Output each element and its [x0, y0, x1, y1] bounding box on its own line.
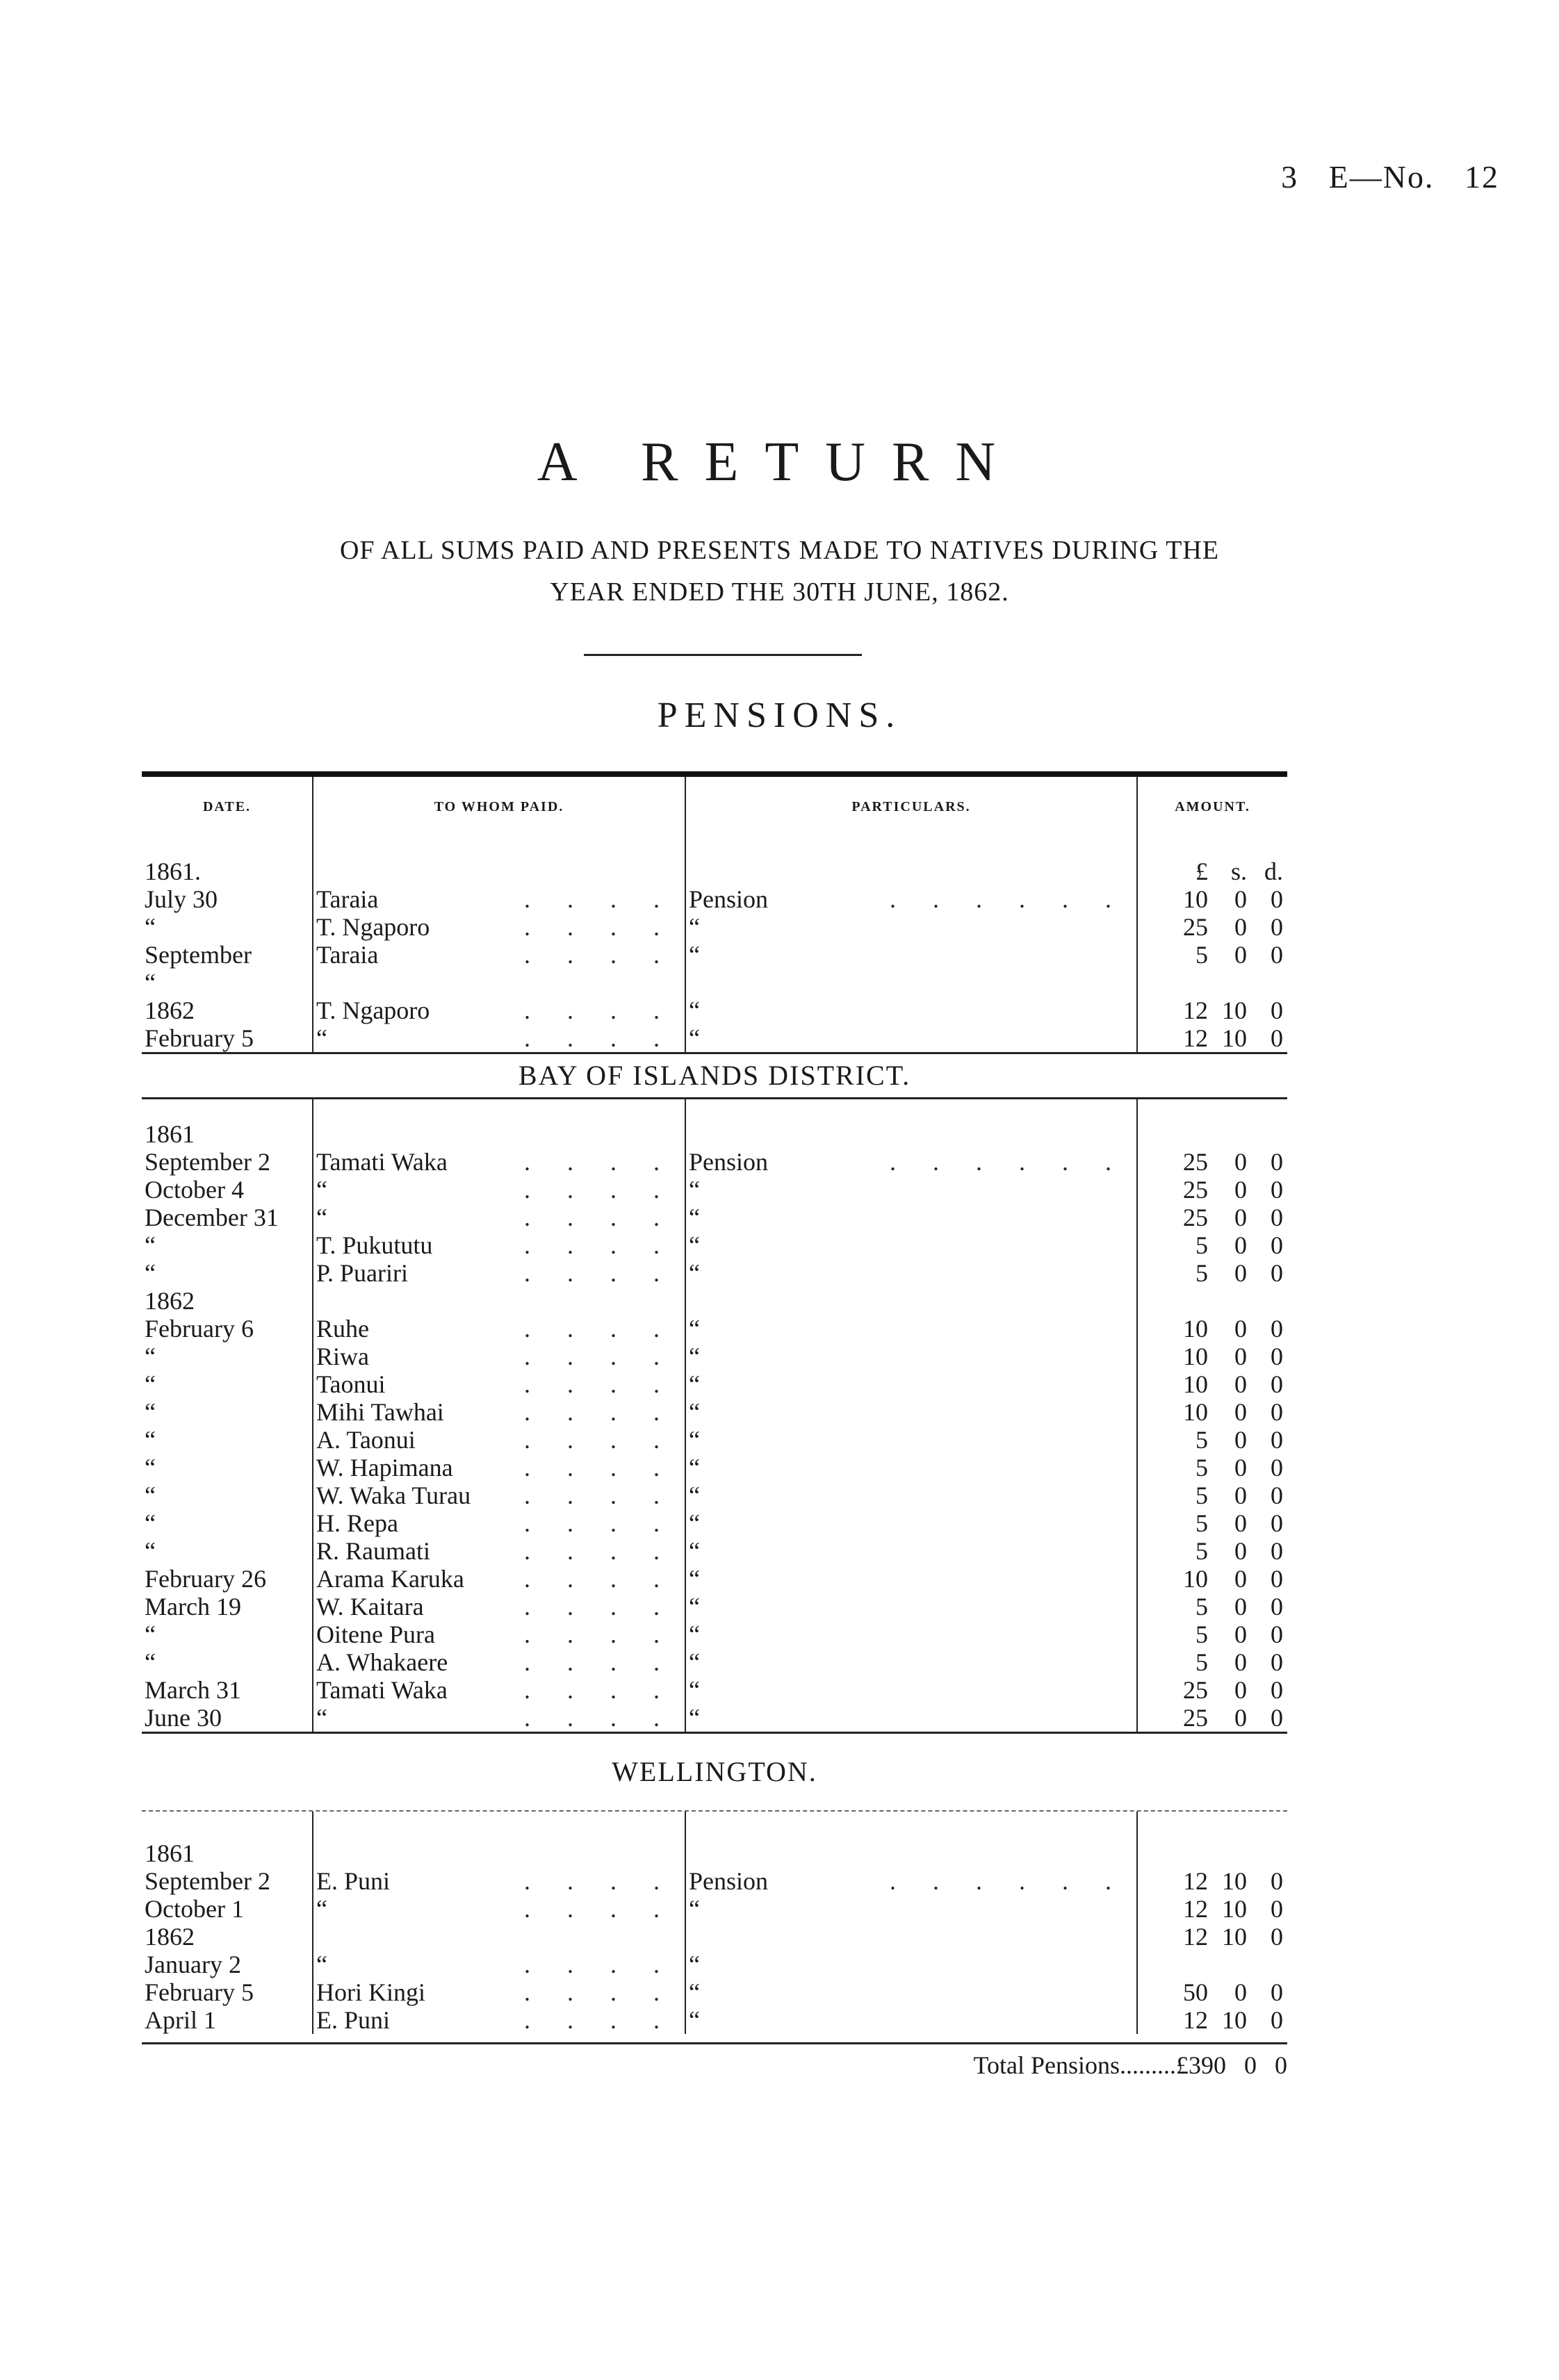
row-payee: T. Pukututu . . . .: [313, 1231, 685, 1259]
bay-of-islands-section: [142, 1099, 1287, 1732]
row-payee: T. Ngaporo . . . .: [313, 913, 685, 941]
row-pence: 0: [1271, 1231, 1284, 1259]
row-pounds: 12: [1137, 1923, 1212, 1951]
row-pounds: 10: [1137, 885, 1212, 913]
table-row: [142, 2006, 1287, 2034]
row-pence: 0: [1271, 1978, 1284, 2006]
table-row: [142, 1951, 1287, 1978]
row-pence: [1251, 969, 1287, 996]
row-pence: [1251, 1951, 1287, 1978]
row-date: “: [145, 1259, 156, 1287]
col-amount: AMOUNT.: [1137, 777, 1287, 837]
row-pence: 0: [1271, 1620, 1284, 1648]
row-pence: 0: [1271, 885, 1284, 913]
row-shillings: 0: [1234, 1398, 1247, 1426]
table-row: [142, 1509, 1287, 1537]
row-date: “: [145, 1370, 156, 1398]
row-shillings: 10: [1222, 996, 1247, 1024]
row-date: February 5: [145, 1024, 254, 1052]
row-date: February 26: [145, 1565, 266, 1593]
row-particulars: “: [685, 1704, 1137, 1732]
row-pence: 0: [1271, 1148, 1284, 1176]
row-date: 1862: [145, 1923, 195, 1951]
row-pounds: 12: [1137, 1867, 1212, 1895]
row-shillings: 0: [1234, 1231, 1247, 1259]
wellington-section: [142, 1812, 1287, 2034]
table-row: [142, 996, 1287, 1024]
row-pounds: [1137, 1951, 1212, 1978]
row-pence: 0: [1271, 1923, 1284, 1951]
row-payee: R. Raumati . . . .: [313, 1537, 685, 1565]
row-pence: 0: [1271, 1204, 1284, 1231]
row-date: December 31: [145, 1204, 279, 1231]
row-particulars: “: [685, 1343, 1137, 1370]
row-pence: 0: [1271, 1565, 1284, 1593]
row-particulars: “: [685, 1565, 1137, 1593]
row-pence: 0: [1271, 1315, 1284, 1343]
total-label: Total Pensions.........£390: [973, 2051, 1226, 2079]
row-shillings: 0: [1234, 1343, 1247, 1370]
row-shillings: 0: [1234, 1704, 1247, 1732]
row-payee: Tamati Waka . . . .: [313, 1148, 685, 1176]
row-payee: [313, 1923, 685, 1951]
table-row: [142, 1676, 1287, 1704]
row-pence: 0: [1271, 1398, 1284, 1426]
row-pounds: [1137, 969, 1212, 996]
row-payee: Riwa . . . .: [313, 1343, 685, 1370]
row-pounds: 5: [1137, 1259, 1212, 1287]
table-row: [142, 1482, 1287, 1509]
row-date: September 2: [145, 1867, 270, 1895]
row-pence: 0: [1271, 1482, 1284, 1509]
wellington-table: [142, 1812, 1287, 2034]
table-row: [142, 1537, 1287, 1565]
row-particulars: [685, 1120, 1137, 1148]
row-shillings: 10: [1222, 1895, 1247, 1923]
table-row: [142, 1315, 1287, 1343]
row-payee: H. Repa . . . .: [313, 1509, 685, 1537]
page-number: 3: [1281, 159, 1299, 195]
row-pence: [1251, 1839, 1287, 1867]
row-particulars: “: [685, 1398, 1137, 1426]
row-pence: 0: [1271, 1454, 1284, 1482]
table-row: [142, 1620, 1287, 1648]
row-pence: 0: [1271, 1867, 1284, 1895]
row-date: March 31: [145, 1676, 241, 1704]
row-payee: Hori Kingi . . . .: [313, 1978, 685, 2006]
table-row: [142, 1454, 1287, 1482]
row-particulars: “: [685, 1593, 1137, 1620]
row-date: “: [145, 969, 156, 996]
pensions-return-table: [142, 771, 1287, 2086]
row-pounds: 5: [1137, 1231, 1212, 1259]
row-payee: Tamati Waka . . . .: [313, 1676, 685, 1704]
subtitle-line-2: YEAR ENDED THE 30TH JUNE, 1862.: [550, 577, 1009, 607]
table-row: [142, 1867, 1287, 1895]
row-particulars: “: [685, 1259, 1137, 1287]
row-particulars: [685, 1839, 1137, 1867]
row-pounds: 12: [1137, 996, 1212, 1024]
row-particulars: “: [685, 1978, 1137, 2006]
row-particulars: “: [685, 1951, 1137, 1978]
row-date: “: [145, 1620, 156, 1648]
row-particulars: “: [685, 1676, 1137, 1704]
table-row: [142, 969, 1287, 996]
row-payee: [313, 1287, 685, 1315]
bay-of-islands-heading: BAY OF ISLANDS DISTRICT.: [518, 1060, 911, 1091]
row-date: October 1: [145, 1895, 244, 1923]
document-title: A RETURN: [537, 432, 1022, 493]
row-particulars: “: [685, 1537, 1137, 1565]
section-title: PENSIONS.: [657, 696, 902, 735]
row-pounds: 5: [1137, 1620, 1212, 1648]
row-shillings: 0: [1234, 913, 1247, 941]
row-particulars: Pension . . .: [685, 1148, 1137, 1176]
row-payee: E. Puni . . . .: [313, 1867, 685, 1895]
col-date: DATE.: [202, 798, 252, 814]
row-pounds: 25: [1137, 1148, 1212, 1176]
row-particulars: “: [685, 1648, 1137, 1676]
row-payee: P. Puariri . . . .: [313, 1259, 685, 1287]
row-date: “: [145, 1231, 156, 1259]
row-pounds: 12: [1137, 1895, 1212, 1923]
row-payee: Oitene Pura . . . .: [313, 1620, 685, 1648]
row-date: March 19: [145, 1593, 241, 1620]
row-date: February 6: [145, 1315, 254, 1343]
row-date: “: [145, 1509, 156, 1537]
row-shillings: 10: [1222, 1024, 1247, 1052]
table-row: [142, 1120, 1287, 1148]
page-header: [1281, 158, 1499, 195]
pounds-header: £: [1137, 857, 1212, 885]
total-shillings: 0: [1244, 2051, 1257, 2079]
bay-of-islands-table: [142, 1099, 1287, 1732]
row-pounds: 10: [1137, 1398, 1212, 1426]
row-pounds: 10: [1137, 1565, 1212, 1593]
row-shillings: 10: [1222, 1923, 1247, 1951]
row-shillings: 0: [1234, 1426, 1247, 1454]
row-particulars: “: [685, 941, 1137, 969]
row-particulars: “: [685, 1370, 1137, 1398]
total-pence: 0: [1275, 2051, 1287, 2079]
row-particulars: [685, 1923, 1137, 1951]
row-pence: 0: [1271, 913, 1284, 941]
row-particulars: “: [685, 1231, 1137, 1259]
row-shillings: 0: [1234, 885, 1247, 913]
row-pence: 0: [1271, 1370, 1284, 1398]
row-particulars: “: [685, 1426, 1137, 1454]
row-pounds: 10: [1137, 1343, 1212, 1370]
row-particulars: “: [685, 1509, 1137, 1537]
row-pounds: [1137, 1287, 1212, 1315]
row-payee: “ . . . .: [313, 1024, 685, 1052]
row-particulars: “: [685, 996, 1137, 1024]
table-top-rule: [142, 771, 1287, 777]
row-shillings: 0: [1234, 1176, 1247, 1204]
row-date: “: [145, 1482, 156, 1509]
row-pence: 0: [1271, 1537, 1284, 1565]
document-subtitle: [139, 530, 1420, 613]
row-pounds: 25: [1137, 1204, 1212, 1231]
row-date: “: [145, 1454, 156, 1482]
table-row: [142, 1176, 1287, 1204]
row-pounds: 12: [1137, 1024, 1212, 1052]
row-payee: Taraia . . . .: [313, 941, 685, 969]
row-date: April 1: [145, 2006, 216, 2034]
row-pence: [1251, 1287, 1287, 1315]
row-shillings: 0: [1234, 1259, 1247, 1287]
row-shillings: 10: [1222, 1867, 1247, 1895]
row-pounds: 5: [1137, 1593, 1212, 1620]
table-row: [142, 913, 1287, 941]
row-shillings: 0: [1234, 1204, 1247, 1231]
row-pounds: 5: [1137, 941, 1212, 969]
row-payee: Arama Karuka . . . .: [313, 1565, 685, 1593]
row-pounds: 5: [1137, 1648, 1212, 1676]
row-pounds: 10: [1137, 1315, 1212, 1343]
col-particulars: PARTICULARS.: [685, 777, 1137, 837]
table-row: [142, 1370, 1287, 1398]
row-pence: 0: [1271, 1895, 1284, 1923]
table-row: [142, 1839, 1287, 1867]
row-payee: [313, 1120, 685, 1148]
row-particulars: “: [685, 1204, 1137, 1231]
row-particulars: Pension . . .: [685, 885, 1137, 913]
row-pence: 0: [1271, 1648, 1284, 1676]
row-shillings: 0: [1234, 1620, 1247, 1648]
table-row: [142, 1343, 1287, 1370]
row-pence: 0: [1271, 1509, 1284, 1537]
row-payee: W. Kaitara . . . .: [313, 1593, 685, 1620]
year-currency-row: [142, 857, 1287, 885]
table-row: [142, 1923, 1287, 1951]
table-row: [142, 885, 1287, 913]
row-date: July 30: [145, 885, 218, 913]
table-row: [142, 1426, 1287, 1454]
row-particulars: “: [685, 913, 1137, 941]
row-pounds: 25: [1137, 913, 1212, 941]
row-date: 1862: [145, 996, 195, 1024]
row-payee: W. Waka Turau . . . .: [313, 1482, 685, 1509]
row-date: “: [145, 1648, 156, 1676]
row-shillings: 0: [1234, 1482, 1247, 1509]
row-pounds: 5: [1137, 1537, 1212, 1565]
row-shillings: 0: [1234, 1537, 1247, 1565]
row-date: “: [145, 913, 156, 941]
row-date: “: [145, 1537, 156, 1565]
row-pence: 0: [1271, 941, 1284, 969]
row-payee: “ . . . .: [313, 1704, 685, 1732]
year-label: 1861.: [145, 857, 201, 885]
row-date: 1861: [145, 1839, 195, 1867]
row-particulars: “: [685, 2006, 1137, 2034]
row-date: “: [145, 1343, 156, 1370]
row-pence: 0: [1271, 1426, 1284, 1454]
row-shillings: [1212, 1839, 1251, 1867]
pensions-table: [142, 777, 1287, 1052]
table-row: [142, 1148, 1287, 1176]
row-pounds: 10: [1137, 1370, 1212, 1398]
row-pence: 0: [1271, 2006, 1284, 2034]
row-particulars: “: [685, 1176, 1137, 1204]
row-payee: “ . . . .: [313, 1951, 685, 1978]
row-payee: W. Hapimana . . . .: [313, 1454, 685, 1482]
pence-header: d.: [1264, 857, 1284, 885]
row-date: September 2: [145, 1148, 270, 1176]
table-row: [142, 1287, 1287, 1315]
row-pounds: 5: [1137, 1509, 1212, 1537]
row-shillings: 0: [1234, 1676, 1247, 1704]
row-pounds: 5: [1137, 1454, 1212, 1482]
row-date: “: [145, 1426, 156, 1454]
row-particulars: “: [685, 1482, 1137, 1509]
row-date: February 5: [145, 1978, 254, 2006]
row-pounds: 5: [1137, 1426, 1212, 1454]
table-row: [142, 941, 1287, 969]
row-date: 1862: [145, 1287, 195, 1315]
row-date: June 30: [145, 1704, 222, 1732]
row-pounds: 12: [1137, 2006, 1212, 2034]
table-row: [142, 1593, 1287, 1620]
table-row: [142, 1398, 1287, 1426]
row-shillings: [1212, 1951, 1251, 1978]
row-shillings: 0: [1234, 941, 1247, 969]
row-particulars: “: [685, 1024, 1137, 1052]
col-to-whom: TO WHOM PAID.: [313, 777, 685, 837]
row-pounds: 25: [1137, 1704, 1212, 1732]
row-pence: 0: [1271, 1024, 1284, 1052]
row-shillings: 0: [1234, 1315, 1247, 1343]
row-payee: [313, 1839, 685, 1867]
row-shillings: 0: [1234, 1593, 1247, 1620]
row-payee: E. Puni . . . .: [313, 2006, 685, 2034]
row-pounds: 25: [1137, 1676, 1212, 1704]
row-payee: “ . . . .: [313, 1895, 685, 1923]
row-particulars: “: [685, 1620, 1137, 1648]
table-row: [142, 1024, 1287, 1052]
row-payee: “ . . . .: [313, 1176, 685, 1204]
row-particulars: “: [685, 1454, 1137, 1482]
row-pence: 0: [1271, 1343, 1284, 1370]
row-payee: A. Taonui . . . .: [313, 1426, 685, 1454]
row-shillings: 0: [1234, 1454, 1247, 1482]
row-shillings: 0: [1234, 1148, 1247, 1176]
row-pounds: [1137, 1839, 1212, 1867]
title-divider: [584, 654, 862, 656]
row-date: October 4: [145, 1176, 244, 1204]
row-particulars: [685, 969, 1137, 996]
row-pounds: 25: [1137, 1176, 1212, 1204]
paper-id: E—No. 12: [1328, 159, 1499, 195]
row-payee: [313, 969, 685, 996]
column-header-row: [142, 777, 1287, 837]
row-shillings: 0: [1234, 1509, 1247, 1537]
table-row: [142, 1648, 1287, 1676]
row-date: 1861: [145, 1120, 195, 1148]
table-row: [142, 1204, 1287, 1231]
row-shillings: 10: [1222, 2006, 1247, 2034]
row-payee: Taraia . . . .: [313, 885, 685, 913]
shillings-header: s.: [1230, 857, 1247, 885]
total-pensions: [142, 2044, 1287, 2086]
table-row: [142, 1259, 1287, 1287]
row-shillings: 0: [1234, 1978, 1247, 2006]
row-pence: 0: [1271, 1176, 1284, 1204]
table-row: [142, 1565, 1287, 1593]
row-payee: A. Whakaere . . . .: [313, 1648, 685, 1676]
row-payee: Taonui . . . .: [313, 1370, 685, 1398]
row-shillings: [1212, 969, 1251, 996]
row-payee: Mihi Tawhai . . . .: [313, 1398, 685, 1426]
row-particulars: [685, 1287, 1137, 1315]
table-row: [142, 1704, 1287, 1732]
row-payee: T. Ngaporo . . . .: [313, 996, 685, 1024]
wellington-heading: WELLINGTON.: [612, 1756, 817, 1787]
table-row: [142, 1978, 1287, 2006]
row-particulars: “: [685, 1315, 1137, 1343]
row-date: January 2: [145, 1951, 241, 1978]
row-pence: 0: [1271, 1704, 1284, 1732]
row-particulars: Pension . . .: [685, 1867, 1137, 1895]
row-date: “: [145, 1398, 156, 1426]
row-shillings: 0: [1234, 1565, 1247, 1593]
row-pence: 0: [1271, 1259, 1284, 1287]
row-pence: 0: [1271, 1676, 1284, 1704]
row-pounds: [1137, 1120, 1212, 1148]
subtitle-line-1: OF ALL SUMS PAID AND PRESENTS MADE TO NATIVES DURING THE: [339, 536, 1220, 565]
row-payee: Ruhe . . . .: [313, 1315, 685, 1343]
row-shillings: 0: [1234, 1370, 1247, 1398]
row-particulars: “: [685, 1895, 1137, 1923]
row-pounds: 50: [1137, 1978, 1212, 2006]
table-row: [142, 1231, 1287, 1259]
row-date: September: [145, 941, 252, 969]
row-pence: [1251, 1120, 1287, 1148]
row-pounds: 5: [1137, 1482, 1212, 1509]
row-payee: “ . . . .: [313, 1204, 685, 1231]
row-pence: 0: [1271, 1593, 1284, 1620]
row-shillings: 0: [1234, 1648, 1247, 1676]
row-shillings: [1212, 1287, 1251, 1315]
table-row: [142, 1895, 1287, 1923]
pensions-section: [142, 837, 1287, 1052]
row-shillings: [1212, 1120, 1251, 1148]
row-pence: 0: [1271, 996, 1284, 1024]
